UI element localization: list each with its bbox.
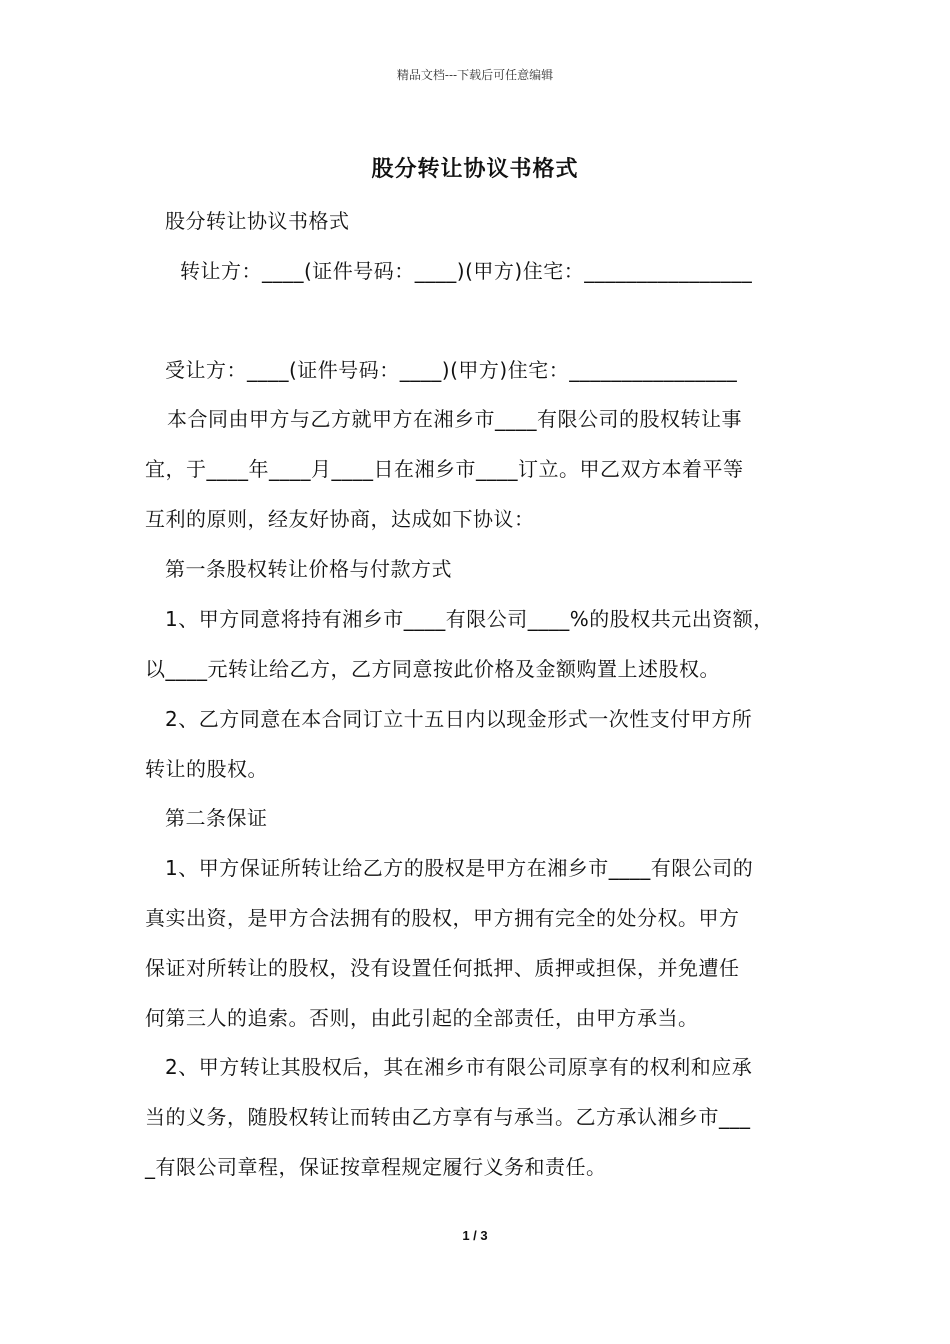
doc-line-article-2-item-1a: 1、甲方保证所转让给乙方的股权是甲方在湘乡市____有限公司的 — [165, 856, 754, 880]
doc-line-transferor: 转让方：____(证件号码：____)(甲方)住宅：________________ — [180, 259, 753, 283]
doc-line-article-2-item-2b: 当的义务，随股权转让而转由乙方享有与承当。乙方承认湘乡市___ — [145, 1105, 751, 1129]
doc-line-article-1-heading: 第一条股权转让价格与付款方式 — [165, 557, 452, 581]
doc-line-article-2-item-2c: _有限公司章程，保证按章程规定履行义务和责任。 — [145, 1155, 607, 1179]
doc-line-preamble-2: 宜，于____年____月____日在湘乡市____订立。甲乙双方本着平等 — [145, 457, 744, 481]
doc-line-article-1-item-2a: 2、乙方同意在本合同订立十五日内以现金形式一次性支付甲方所 — [165, 707, 753, 731]
doc-line-transferee: 受让方：____(证件号码：____)(甲方)住宅：________________ — [165, 358, 738, 382]
doc-line-article-2-heading: 第二条保证 — [165, 806, 268, 830]
doc-line-article-1-item-1b: 以____元转让给乙方，乙方同意按此价格及金额购置上述股权。 — [145, 657, 720, 681]
doc-line-article-1-item-2b: 转让的股权。 — [145, 757, 268, 781]
doc-line-preamble-3: 互利的原则，经友好协商，达成如下协议： — [145, 507, 535, 531]
header-note: 精品文档---下载后可任意编辑 — [396, 68, 554, 82]
doc-line-article-2-item-1d: 何第三人的追索。否则，由此引起的全部责任，由甲方承当。 — [145, 1006, 699, 1030]
doc-line-subtitle: 股分转让协议书格式 — [165, 209, 350, 233]
document-title: 股分转让协议书格式 — [371, 156, 579, 182]
page-number: 1 / 3 — [462, 1228, 488, 1243]
doc-line-article-1-item-1a: 1、甲方同意将持有湘乡市____有限公司____%的股权共元出资额， — [165, 607, 774, 631]
doc-line-preamble-1: 本合同由甲方与乙方就甲方在湘乡市____有限公司的股权转让事 — [167, 407, 742, 431]
doc-line-article-2-item-1c: 保证对所转让的股权，没有设置任何抵押、质押或担保，并免遭任 — [145, 956, 740, 980]
doc-line-article-2-item-2a: 2、甲方转让其股权后，其在湘乡市有限公司原享有的权利和应承 — [165, 1055, 753, 1079]
doc-line-article-2-item-1b: 真实出资，是甲方合法拥有的股权，甲方拥有完全的处分权。甲方 — [145, 906, 740, 930]
